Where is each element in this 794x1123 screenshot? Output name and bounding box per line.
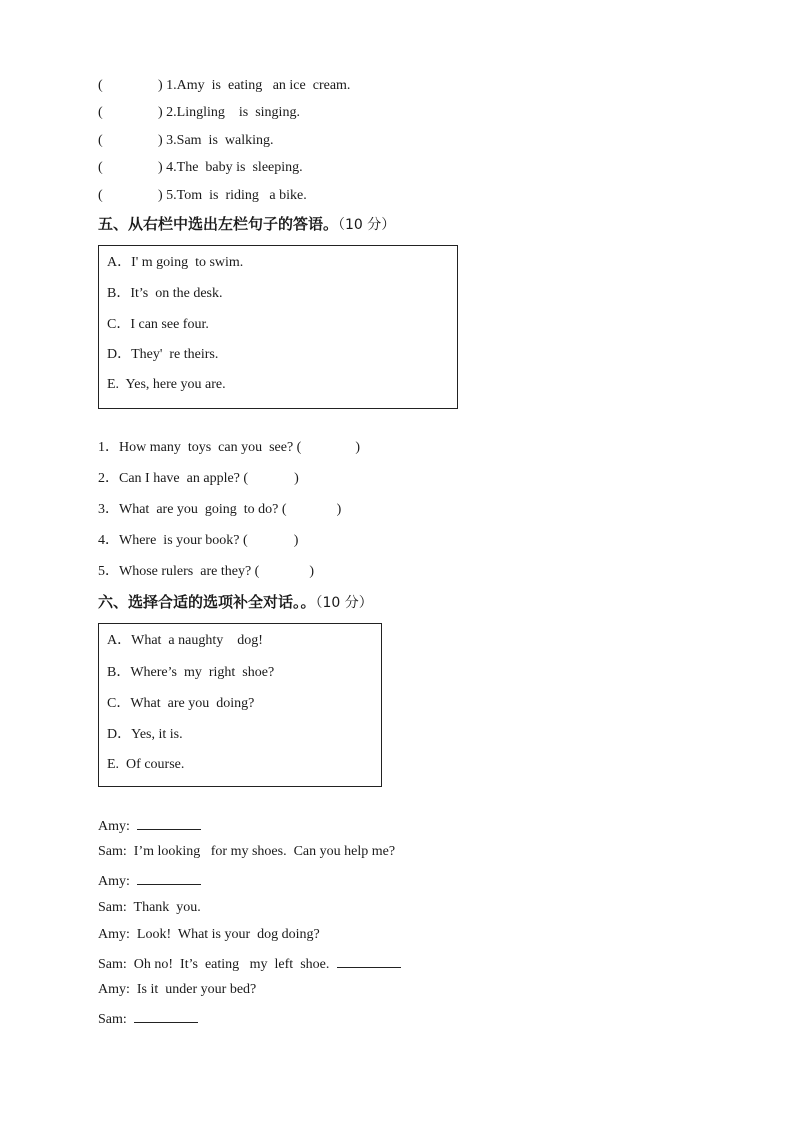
dialogue-line [98, 1009, 198, 1029]
question-row [98, 563, 314, 581]
dialogue-line [98, 899, 201, 917]
dialogue-line [98, 954, 401, 974]
statement-text: ) 5.Tom is riding a bike. [158, 188, 307, 203]
options-box [98, 623, 382, 787]
score-label: （10 分） [315, 595, 373, 611]
dialogue-text: Amy: Look! What is your dog doing? [98, 927, 320, 942]
dialogue-line [98, 843, 395, 861]
close-paren: ) [294, 471, 299, 486]
option-a: A．I' m going to swim. [107, 255, 244, 270]
statement-text: ) 3.Sam is walking. [158, 133, 274, 148]
option-a: A．What a naughty dog! [107, 633, 263, 648]
question-text: 4．Where is your book? ( [98, 533, 248, 548]
dialogue-line [98, 981, 256, 999]
question-row [98, 532, 298, 550]
open-paren: ( [98, 133, 103, 148]
question-text: 1．How many toys can you see? ( [98, 440, 302, 455]
question-text: 5．Whose rulers are they? ( [98, 564, 260, 579]
statement-text: ) 4.The baby is sleeping. [158, 160, 303, 175]
option-d: D．Yes, it is. [107, 727, 183, 742]
question-text: 2．Can I have an apple? ( [98, 471, 249, 486]
dialogue-text: Sam: I’m looking for my shoes. Can you help me? [98, 844, 396, 859]
statement-text: ) 2.Lingling is singing. [158, 105, 300, 120]
open-paren: ( [98, 188, 103, 203]
section-heading [98, 592, 373, 613]
statement-text: ) 1.Amy is eating an ice cream. [158, 78, 351, 93]
score-label: （10 分） [338, 217, 396, 233]
answer-blank[interactable] [337, 954, 401, 968]
answer-blank[interactable] [137, 816, 201, 830]
close-paren: ) [293, 533, 299, 548]
question-row [98, 439, 360, 457]
dialogue-text: Amy: Is it under your bed? [98, 982, 257, 997]
open-paren: ( [98, 160, 103, 175]
option-d: D．They' re theirs. [107, 347, 219, 362]
dialogue-line [98, 871, 201, 891]
option-c: C．What are you doing? [107, 696, 255, 711]
dialogue-line [98, 816, 201, 836]
question-text: 3．What are you going to do? ( [98, 502, 287, 517]
close-paren: ) [336, 502, 342, 517]
options-box [98, 245, 458, 409]
heading-text: 五、从右栏中选出左栏句子的答语。 [98, 215, 339, 233]
dialogue-text: Sam: [98, 1012, 131, 1027]
option-e: E. Of course. [107, 757, 185, 772]
open-paren: ( [98, 105, 103, 120]
dialogue-line [98, 926, 320, 944]
dialogue-text: Amy: [98, 819, 134, 834]
close-paren: ) [355, 440, 361, 455]
question-row [98, 470, 299, 488]
dialogue-text: Sam: Oh no! It’s eating my left shoe. [98, 957, 333, 972]
option-e: E. Yes, here you are. [107, 377, 226, 392]
option-b: B．It’s on the desk. [107, 286, 223, 301]
dialogue-text: Sam: Thank you. [98, 900, 201, 915]
answer-blank[interactable] [134, 1009, 198, 1023]
close-paren: ) [309, 564, 314, 579]
option-c: C．I can see four. [107, 317, 209, 332]
open-paren: ( [98, 78, 103, 93]
dialogue-text: Amy: [98, 874, 134, 889]
option-b: B．Where’s my right shoe? [107, 665, 275, 680]
answer-blank[interactable] [137, 871, 201, 885]
question-row [98, 501, 341, 519]
section-heading [98, 214, 395, 235]
heading-text: 六、选择合适的选项补全对话。。 [98, 593, 316, 611]
